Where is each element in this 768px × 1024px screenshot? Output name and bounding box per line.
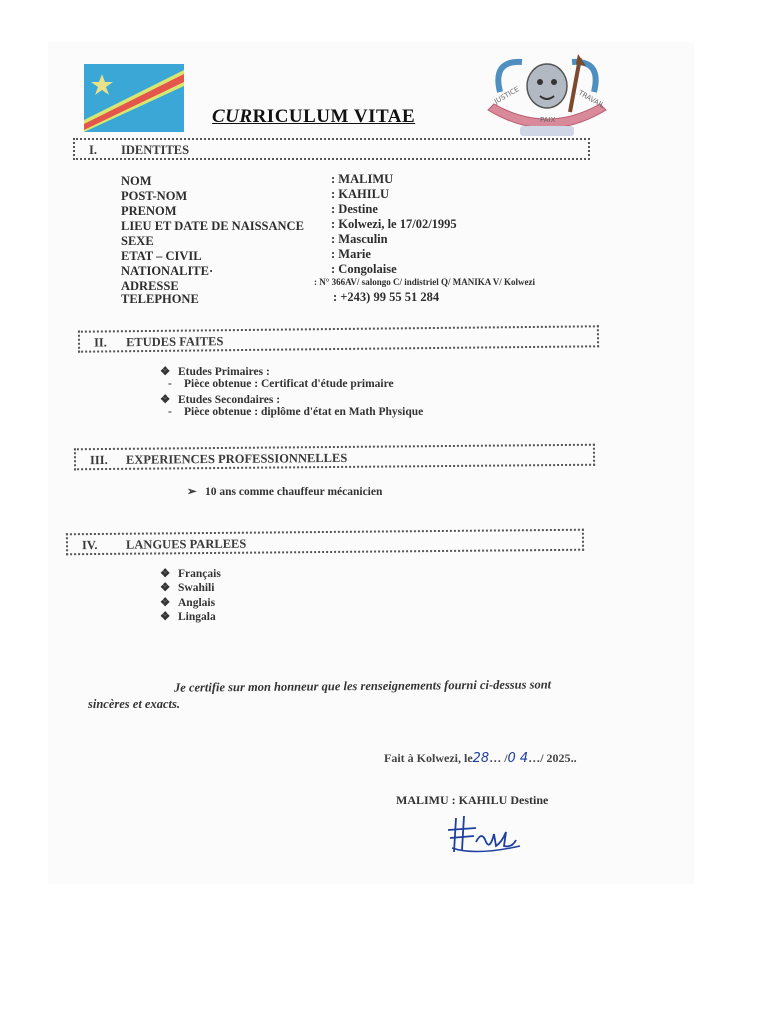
- signature-icon: [446, 812, 526, 856]
- langue-label: Français: [178, 568, 221, 580]
- value-postnom: : KAHILU: [331, 187, 389, 201]
- langue-item: [160, 595, 215, 609]
- arrow-bullet-icon: ➢: [187, 486, 197, 498]
- certification-line-1: Je certifie sur mon honneur que les renseignements fourni ci-dessus sont: [173, 677, 552, 695]
- section-header-experiences: [74, 444, 595, 471]
- date-day: 28: [472, 751, 490, 766]
- etudes-primaires-piece-text: Pièce obtenue : Certificat d'étude primaire: [184, 378, 394, 390]
- section-title: ETUDES FAITES: [125, 334, 224, 350]
- langue-label: Swahili: [178, 582, 215, 594]
- date-sep-1: … /: [489, 751, 508, 765]
- langue-label: Anglais: [178, 597, 216, 609]
- label-postnom: POST-NOM: [121, 189, 188, 203]
- etudes-primaires-piece: [168, 378, 394, 390]
- section-number: III.: [89, 452, 108, 468]
- value-adresse: : N° 366AV/ salongo C/ indistriel Q/ MANIKA V/ Kolwezi: [314, 277, 536, 287]
- label-telephone: TELEPHONE: [121, 292, 199, 306]
- dash-bullet-icon: -: [168, 406, 172, 418]
- label-nationalite: NATIONALITE·: [121, 264, 214, 278]
- section-number: IV.: [81, 537, 98, 553]
- langue-item: [160, 566, 221, 580]
- diamond-bullet-icon: ❖: [160, 568, 171, 580]
- experience-item: [187, 484, 382, 498]
- diamond-bullet-icon: ❖: [160, 582, 171, 594]
- section-number: II.: [93, 335, 107, 350]
- section-title: EXPERIENCES PROFESSIONNELLES: [125, 450, 348, 467]
- coat-of-arms-icon: [482, 52, 612, 138]
- label-nom: NOM: [121, 174, 152, 188]
- diamond-bullet-icon: ❖: [160, 597, 171, 609]
- value-prenom: : Destine: [331, 202, 378, 216]
- etudes-secondaires-item: [160, 392, 280, 406]
- date-end: ..: [570, 751, 577, 765]
- langue-item: [160, 580, 214, 594]
- section-header-langues: [66, 529, 584, 556]
- diamond-bullet-icon: ❖: [160, 366, 171, 378]
- certification-line-2: sincères et exacts.: [88, 697, 180, 711]
- langue-item: [160, 609, 216, 623]
- svg-text:TRAVAIL: TRAVAIL: [577, 88, 606, 110]
- value-naissance: : Kolwezi, le 17/02/1995: [331, 217, 457, 231]
- cv-title-part-1: CUR: [212, 106, 253, 127]
- diamond-bullet-icon: ❖: [160, 611, 171, 623]
- svg-text:JUSTICE: JUSTICE: [493, 85, 521, 106]
- value-sexe: : Masculin: [331, 232, 388, 246]
- dash-bullet-icon: -: [168, 378, 172, 390]
- svg-text:PAIX: PAIX: [540, 116, 556, 124]
- label-adresse: ADRESSE: [121, 279, 179, 293]
- value-etat-civil: : Marie: [331, 247, 371, 261]
- flag-icon: [84, 64, 184, 132]
- etudes-secondaires-label: Etudes Secondaires :: [178, 394, 281, 406]
- place-date-prefix: Fait à Kolwezi, le: [384, 751, 473, 765]
- langue-label: Lingala: [178, 611, 216, 623]
- place-date: [384, 751, 577, 766]
- cv-title: [212, 106, 415, 128]
- etudes-secondaires-piece-text: Pièce obtenue : diplôme d'état en Math Physique: [184, 406, 424, 418]
- etudes-primaires-item: [160, 364, 270, 378]
- etudes-primaires-label: Etudes Primaires :: [178, 366, 270, 378]
- diamond-bullet-icon: ❖: [160, 394, 171, 406]
- value-nom: : MALIMU: [331, 172, 394, 186]
- value-telephone: : +243) 99 55 51 284: [333, 290, 440, 304]
- experience-text: 10 ans comme chauffeur mécanicien: [205, 486, 383, 498]
- section-title: LANGUES PARLEES: [125, 536, 247, 552]
- signer-name: MALIMU : KAHILU Destine: [396, 793, 549, 807]
- value-nationalite: : Congolaise: [331, 262, 397, 276]
- etudes-secondaires-piece: [168, 406, 423, 418]
- label-etat-civil: ETAT – CIVIL: [121, 249, 202, 263]
- cv-title-part-2: RICULUM VITAE: [252, 106, 416, 127]
- label-prenom: PRENOM: [121, 204, 177, 218]
- label-sexe: SEXE: [121, 234, 154, 248]
- section-number: I.: [89, 143, 97, 157]
- date-month: 0 4: [507, 751, 529, 766]
- section-header-identites: [73, 138, 590, 160]
- section-title: IDENTITES: [121, 143, 190, 157]
- date-sep-2: …/ 2025: [528, 751, 571, 765]
- label-naissance: LIEU ET DATE DE NAISSANCE: [121, 219, 304, 233]
